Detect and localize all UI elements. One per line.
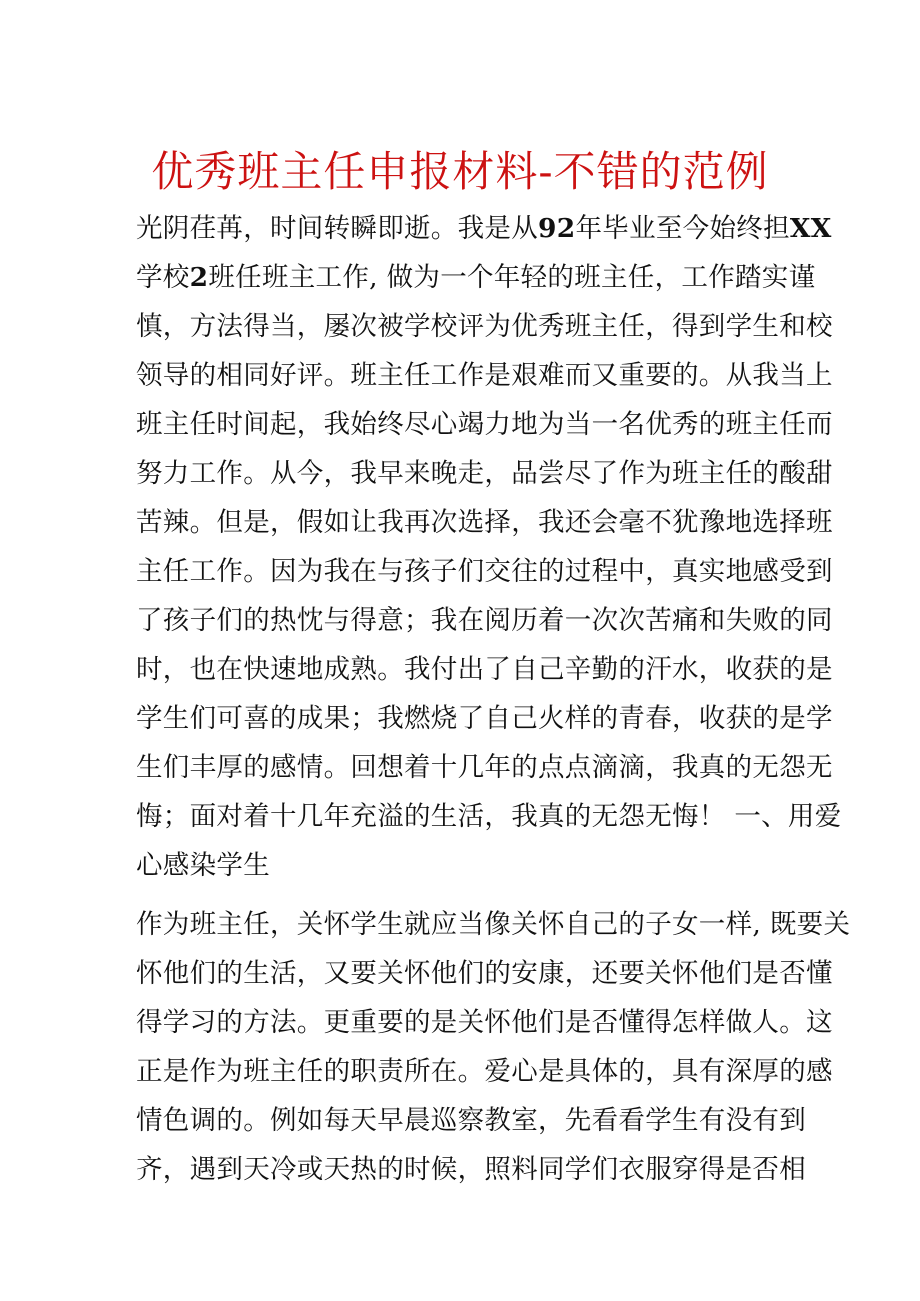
body-line: [136, 751, 833, 785]
document-title: 优秀班主任申报材料-不错的范例: [151, 147, 769, 196]
text-segment: 情色调的。例如每天早晨巡察教室，先看看学生有没有到: [136, 1105, 806, 1136]
body-line: [136, 555, 833, 589]
body-line: [136, 359, 833, 393]
text-segment: 时，也在快速地成熟。我付出了自己辛勤的汗水，收获的是: [136, 654, 833, 685]
text-segment: 班主任时间起，我始终尽心竭力地为当一名优秀的班主任而: [136, 409, 833, 440]
body-line: [136, 702, 833, 736]
text-segment: 年毕业至今始终担: [575, 213, 790, 244]
text-segment: 光阴荏苒，时间转瞬即逝。我是从: [136, 213, 538, 244]
text-segment: 努力工作。从今，我早来晚走，品尝尽了作为班主任的酸甜: [136, 458, 833, 489]
text-segment: 慎，方法得当，屡次被学校评为优秀班主任，得到学生和校: [136, 311, 833, 342]
body-line: [136, 604, 833, 638]
text-segment: 正是作为班主任的职责所在。爱心是具体的，具有深厚的感: [136, 1056, 833, 1087]
bold-text-segment: 2: [189, 262, 209, 293]
text-segment: 齐，遇到天冷或天热的时候，照料同学们衣服穿得是否相: [136, 1154, 806, 1185]
body-line: [136, 1104, 806, 1138]
body-line: [136, 457, 833, 491]
text-segment: 学校: [136, 262, 190, 293]
body-line: [136, 957, 833, 991]
text-segment: 主任工作。因为我在与孩子们交往的过程中，真实地感受到: [136, 556, 833, 587]
bold-text-segment: XX: [789, 213, 832, 244]
body-line: [136, 1055, 833, 1089]
text-segment: 悔；面对着十几年充溢的生活，我真的无怨无悔！ 一、用爱: [136, 801, 842, 832]
text-segment: 学生们可喜的成果；我燃烧了自己火样的青春，收获的是学: [136, 703, 833, 734]
text-segment: 领导的相同好评。班主任工作是艰难而又重要的。从我当上: [136, 360, 833, 391]
text-segment: 心感染学生: [136, 850, 270, 881]
text-segment: 怀他们的生活，又要关怀他们的安康，还要关怀他们是否懂: [136, 958, 833, 989]
text-segment: 生们丰厚的感情。回想着十几年的点点滴滴，我真的无怨无: [136, 752, 833, 783]
bold-text-segment: 92: [538, 213, 576, 244]
body-line: [136, 212, 832, 246]
text-segment: 班任班主工作, 做为一个年轻的班主任，工作踏实谨: [208, 262, 816, 293]
body-line: [136, 408, 833, 442]
body-line: [136, 800, 842, 834]
body-line: [136, 506, 833, 540]
text-segment: 苦辣。但是，假如让我再次选择，我还会毫不犹豫地选择班: [136, 507, 833, 538]
body-line: [136, 908, 850, 942]
body-line: [136, 1153, 806, 1187]
body-line: [136, 261, 815, 295]
body-line: [136, 1006, 833, 1040]
text-segment: 作为班主任，关怀学生就应当像关怀自己的子女一样, 既要关: [136, 909, 851, 940]
body-line: [136, 653, 833, 687]
body-line: [136, 849, 270, 883]
text-segment: 得学习的方法。更重要的是关怀他们是否懂得怎样做人。这: [136, 1007, 833, 1038]
text-segment: 了孩子们的热忱与得意；我在阅历着一次次苦痛和失败的同: [136, 605, 833, 636]
body-line: [136, 310, 833, 344]
